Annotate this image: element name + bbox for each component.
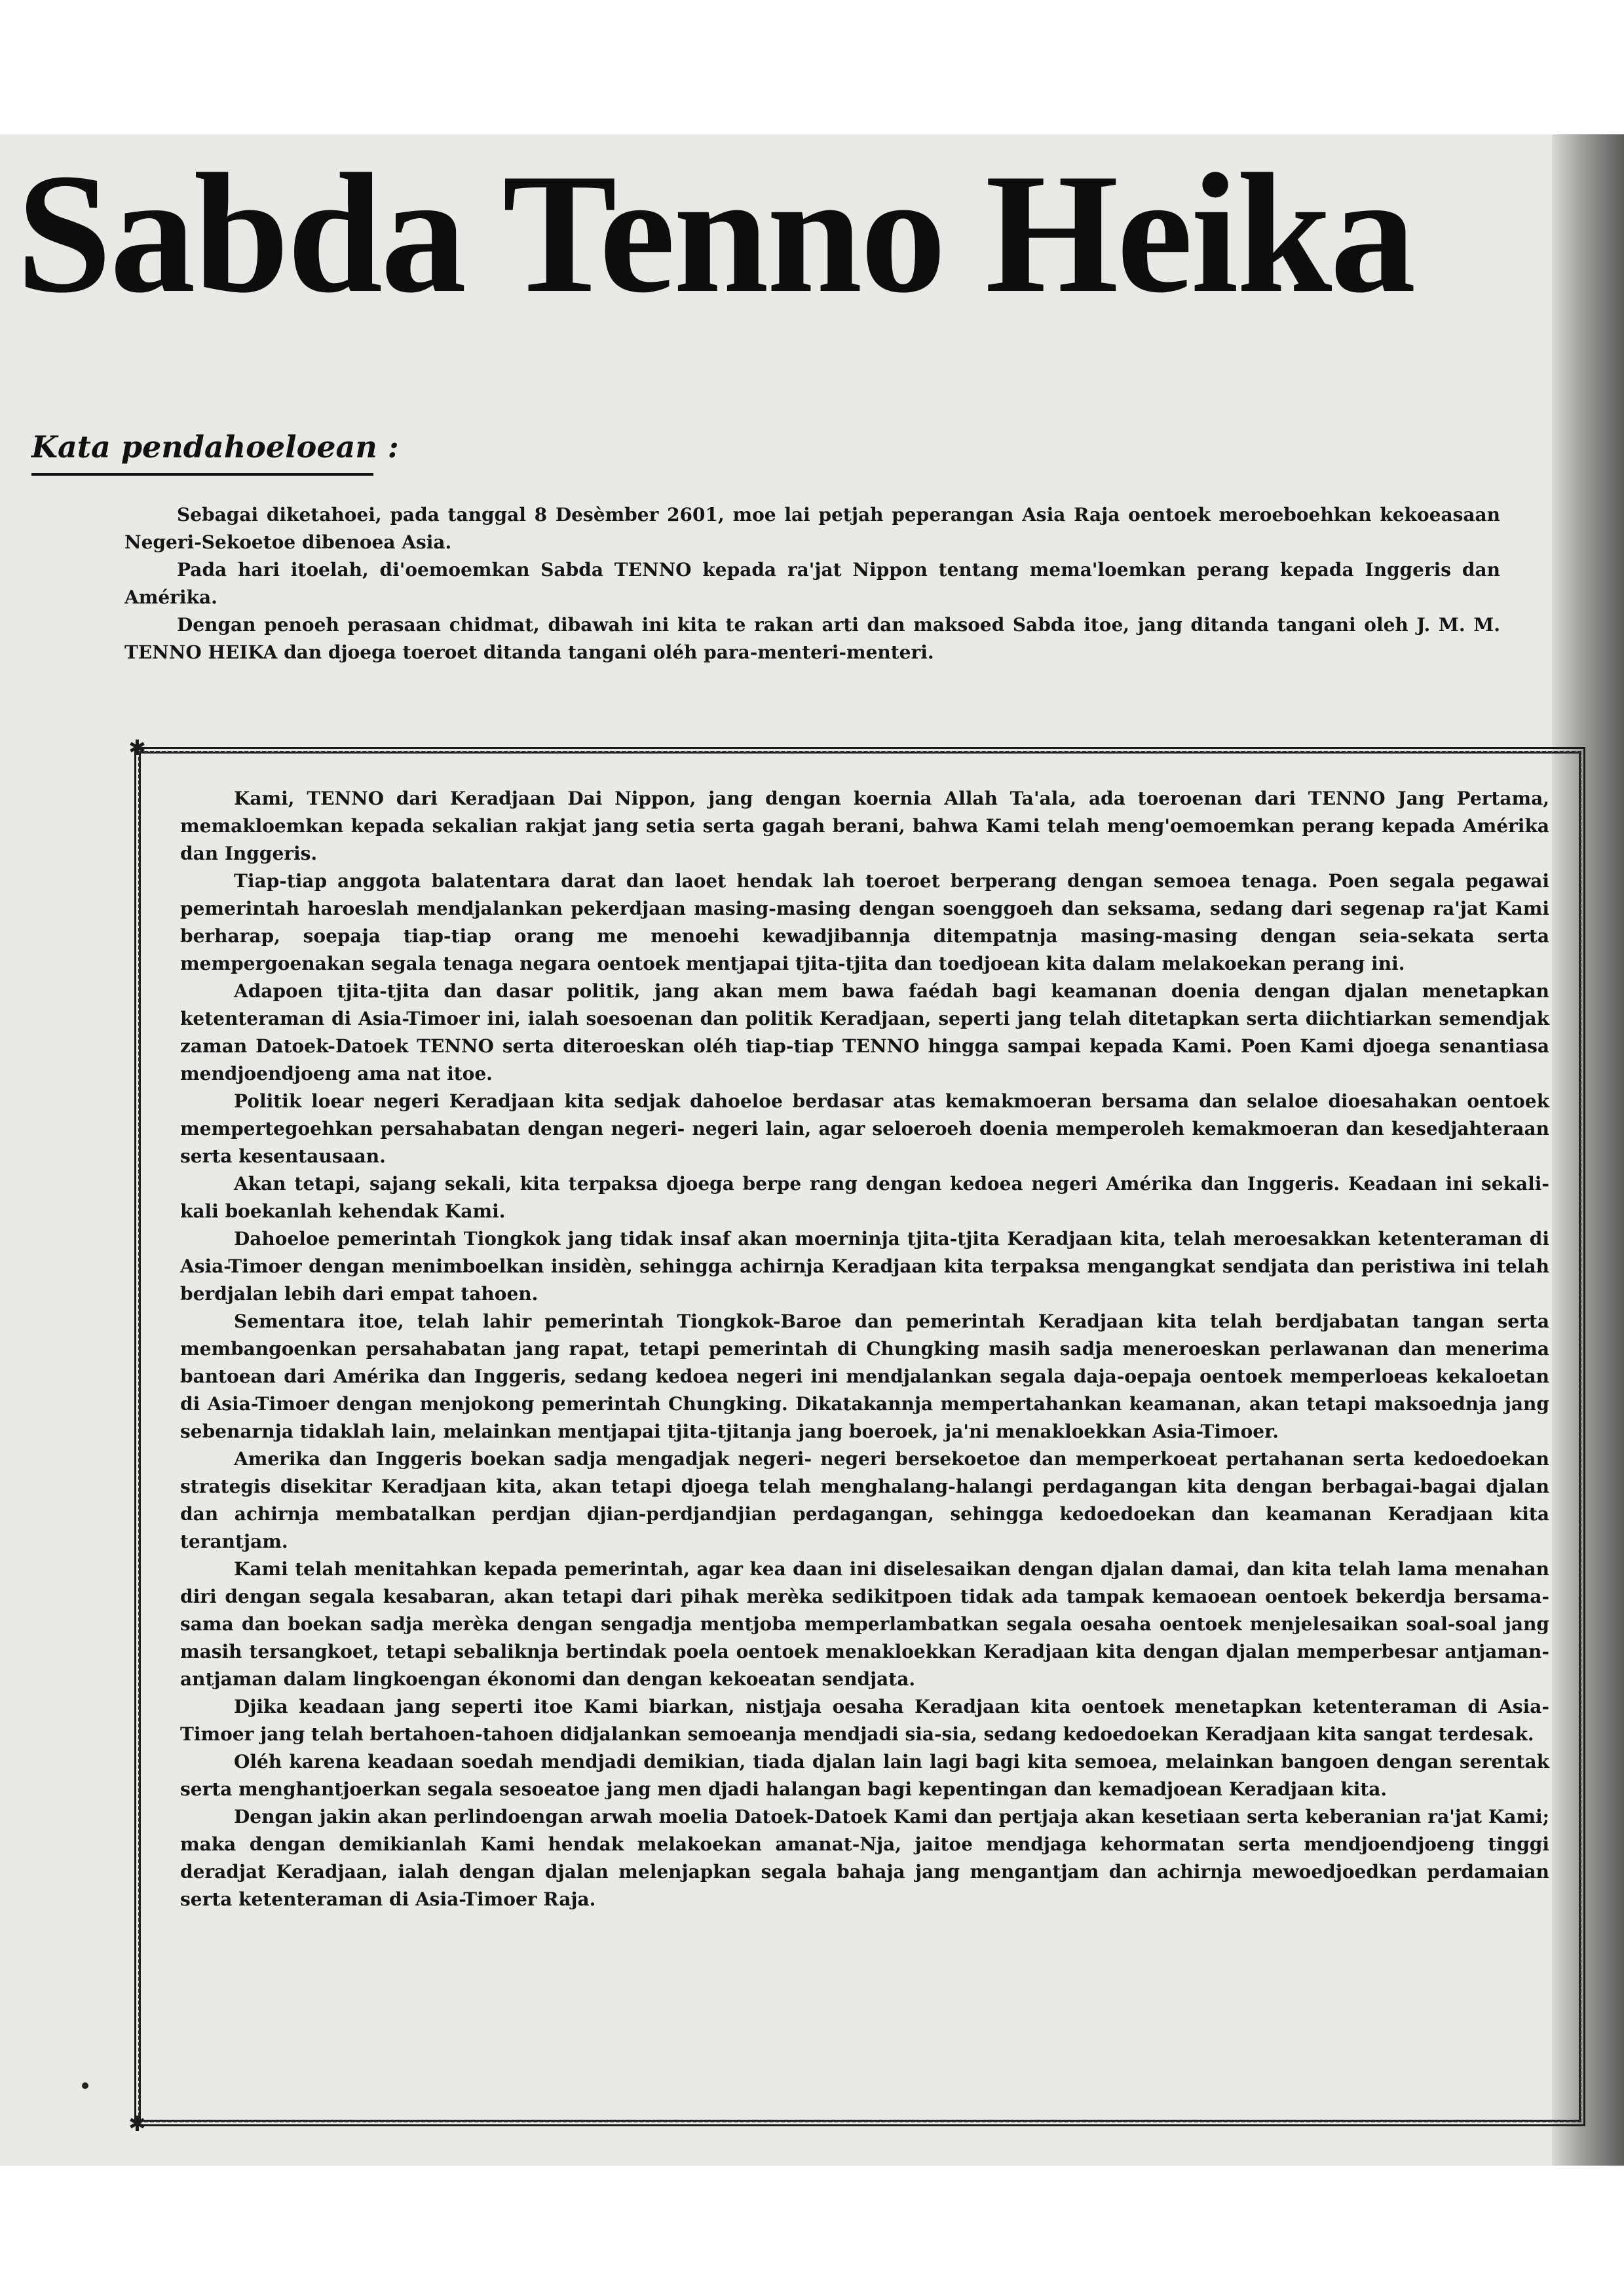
decree-paragraph: Politik loear negeri Keradjaan kita sedjak dahoeloe berdasar atas kemakmoeran bersama dan selaloe dioesahakan oentoek mempertegoehkan persahabatan dengan negeri- negeri lain, agar seloeroeh doenia memperoleh kemakmoeran dan kesedjahteraan serta kesentausaan. xyxy=(180,1090,1549,1167)
asterisk-ornament-icon: ✱ xyxy=(128,735,146,760)
decree-text xyxy=(180,785,1549,1913)
page-title: Sabda Tenno Heika xyxy=(16,138,1414,328)
decree-paragraph: Akan tetapi, sajang sekali, kita terpaksa djoega berpe rang dengan kedoea negeri Amérika dan Inggeris. Keadaan ini sekali-kali boekanlah kehendak Kami. xyxy=(180,1173,1549,1222)
decree-paragraph: Adapoen tjita-tjita dan dasar politik, jang akan mem bawa faédah bagi keamanan doenia dengan djalan menetapkan ketenteraman di Asia-Timoer ini, ialah soesoenan dan politik Keradjaan, seperti jang telah ditetapkan serta diichtiarkan semendjak zaman Datoek-Datoek TENNO serta diteroeskan oléh tiap-tiap TENNO hingga sampai kepada Kami. Poen Kami djoega senantiasa mendjoendjoeng ama nat itoe. xyxy=(180,980,1549,1084)
decree-paragraph: Tiap-tiap anggota balatentara darat dan laoet hendak lah toeroet berperang dengan semoea tenaga. Poen segala pegawai pemerintah haroeslah mendjalankan pekerdjaan masing-masing dengan soenggoeh dan seksama, sedang dari segenap ra'jat Kami berharap, soepaja tiap-tiap orang me menoehi kewadjibannja ditempatnja masing-masing dengan seia-sekata serta mempergoenakan segala tenaga negara oentoek mentjapai tjita-tjita dan toedjoean kita dalam melakoekan perang ini. xyxy=(180,870,1549,974)
decree-paragraph: Sementara itoe, telah lahir pemerintah Tiongkok-Baroe dan pemerintah Keradjaan kita telah berdjabatan tangan serta membangoenkan persahabatan jang rapat, tetapi pemerintah di Chungking masih sadja meneroeskan perlawanan dan menerima bantoean dari Amérika dan Inggeris, sedang kedoea negeri ini mendjalankan segala daja-oepaja oentoek memperloeas kekaloetan di Asia-Timoer dengan menjokong pemerintah Chungking. Dikatakannja mempertahankan keamanan, akan tetapi maksoednja jang sebenarnja tidaklah lain, melainkan mentjapai tjita-tjitanja jang boeroek, ja'ni menakloekkan Asia-Timoer. xyxy=(180,1311,1549,1442)
intro-paragraph: Sebagai diketahoei, pada tanggal 8 Desèmber 2601, moe lai petjah peperangan Asia Raja oentoek meroeboehkan kekoeasaan Negeri-Sekoetoe dibenoea Asia. xyxy=(124,504,1500,553)
intro-paragraph: Pada hari itoelah, di'oemoemkan Sabda TENNO kepada ra'jat Nippon tentang mema'loemkan perang kepada Inggeris dan Amérika. xyxy=(124,559,1500,608)
decree-paragraph: Dahoeloe pemerintah Tiongkok jang tidak insaf akan moerninja tjita-tjita Keradjaan kita, telah meroesakkan ketenteraman di Asia-Timoer dengan menimboelkan insidèn, sehingga achirnja Keradjaan kita terpaksa mengangkat sendjata dan peristiwa ini telah berdjalan lebih dari empat tahoen. xyxy=(180,1228,1549,1305)
print-speck xyxy=(82,2082,88,2089)
decree-paragraph: Oléh karena keadaan soedah mendjadi demikian, tiada djalan lain lagi bagi kita semoea, melainkan bangoen dengan serentak serta menghantjoerkan segala sesoeatoe jang men djadi halangan bagi kepentingan dan kemadjoean Keradjaan kita. xyxy=(180,1751,1549,1800)
intro-heading-underline xyxy=(31,473,373,476)
decree-paragraph: Djika keadaan jang seperti itoe Kami biarkan, nistjaja oesaha Keradjaan kita oentoek menetapkan ketenteraman di Asia-Timoer jang telah bertahoen-tahoen didjalankan semoeanja mendjadi sia-sia, sedang kedoedoekan Keradjaan kita sangat terdesak. xyxy=(180,1696,1549,1745)
decree-paragraph: Kami, TENNO dari Keradjaan Dai Nippon, jang dengan koernia Allah Ta'ala, ada toeroenan dari TENNO Jang Pertama, memakloemkan kepada sekalian rakjat jang setia serta gagah berani, bahwa Kami telah meng'oemoemkan perang kepada Amérika dan Inggeris. xyxy=(180,788,1549,864)
intro-heading: Kata pendahoeloean : xyxy=(31,429,399,465)
intro-paragraph: Dengan penoeh perasaan chidmat, dibawah ini kita te rakan arti dan maksoed Sabda itoe, jang ditanda tangani oleh J. M. M. TENNO HEIKA dan djoega toeroet ditanda tangani oléh para-menteri-menteri. xyxy=(124,614,1500,663)
decree-paragraph: Kami telah menitahkan kepada pemerintah, agar kea daan ini diselesaikan dengan djalan damai, dan kita telah lama menahan diri dengan segala kesabaran, akan tetapi dari pihak merèka sedikitpoen tidak ada tampak kemaoean oentoek bekerdja bersama-sama dan boekan sadja merèka dengan sengadja mentjoba memperlambatkan segala oesaha oentoek menjelesaikan soal-soal jang masih tersangkoet, tetapi sebaliknja bertindak poela oentoek menakloekkan Keradjaan kita dengan djalan memperbesar antjaman-antjaman dalam lingkoengan ékonomi dan dengan kekoeatan sendjata. xyxy=(180,1558,1549,1690)
intro-section xyxy=(124,501,1500,666)
decree-paragraph: Dengan jakin akan perlindoengan arwah moelia Datoek-Datoek Kami dan pertjaja akan kesetiaan serta keberanian ra'jat Kami; maka dengan demikianlah Kami hendak melakoekan amanat-Nja, jaitoe mendjaga kehormatan serta mendjoendjoeng tinggi deradjat Keradjaan, ialah dengan djalan melenjapkan segala bahaja jang mengantjam dan achirnja mewoedjoedkan perdamaian serta ketenteraman di Asia-Timoer Raja. xyxy=(180,1806,1549,1910)
decree-paragraph: Amerika dan Inggeris boekan sadja mengadjak negeri- negeri bersekoetoe dan memperkoeat pertahanan serta kedoedoekan strategis disekitar Keradjaan kita, akan tetapi djoega telah menghalang-halangi perdagangan kita dengan berbagai-bagai djalan dan achirnja membatalkan perdjan djian-perdjandjian perdagangan, sehingga kedoedoekan dan keamanan Keradjaan kita terantjam. xyxy=(180,1448,1549,1552)
asterisk-ornament-icon: ✱ xyxy=(128,2111,146,2136)
